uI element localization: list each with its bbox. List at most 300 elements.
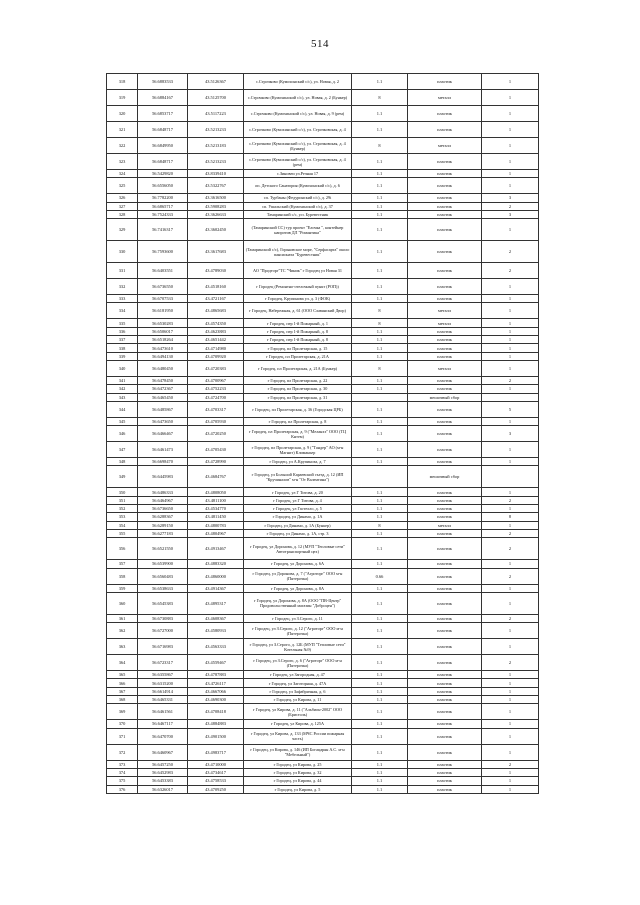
row-number-cell: 337 [107,336,138,344]
address-cell: с.Строчково (Кумохинский с/с), ул. Строчковская, д. 4 (Бункер) [244,138,352,154]
row-number-cell: 321 [107,122,138,138]
address-cell: АО "Продторг"ТС "Чиник" г Городец ул Новая 31 [244,263,352,279]
longitude-cell: 43.5125700 [188,90,244,106]
longitude-cell: 43.4752233 [188,385,244,393]
container-count-cell: 1 [482,488,539,496]
table-row [107,704,539,720]
row-number-cell: 341 [107,376,138,384]
container-material-cell: пластик [408,505,482,513]
longitude-cell: 43.4559467 [188,655,244,671]
longitude-cell: 43.4580933 [188,623,244,639]
longitude-cell: 43.4623883 [188,327,244,335]
container-volume-cell: 1.1 [352,744,408,760]
container-material-cell: пластик [408,219,482,241]
address-cell: г Городец, ул З.Серого, д. 11 [244,614,352,622]
address-cell: г Городец, Набережная, д. 61 (ООО Славянский Двор) [244,303,352,319]
latitude-cell: 56.6736550 [138,279,188,295]
table-row [107,671,539,679]
longitude-cell: 43.8339410 [188,170,244,178]
latitude-cell: 56.5429820 [138,170,188,178]
latitude-cell: 56.6539900 [138,560,188,568]
container-volume-cell: 1.1 [352,376,408,384]
container-count-cell: 1 [482,521,539,529]
table-row [107,263,539,279]
row-number-cell: 334 [107,303,138,319]
container-material-cell: пластик [408,385,482,393]
container-material-cell: пластик [408,687,482,695]
container-volume-cell: 1.1 [352,614,408,622]
address-cell: г Городец (Ремонтно-отелочный пункт (РОП)) [244,279,352,295]
address-cell: с.Строчково (Кумохинский с/с), ул. Новая, д. 2 [244,74,352,90]
table-row [107,513,539,521]
address-cell: оп. Детского Санатория (Кумохинский с/с), д. 6 [244,178,352,194]
longitude-cell: 43.4534770 [188,505,244,513]
latitude-cell: 56.6445983 [138,466,188,488]
latitude-cell: 56.7524333 [138,210,188,218]
table-row [107,90,539,106]
longitude-cell: 43.4703317 [188,401,244,417]
container-count-cell: 1 [482,279,539,295]
container-volume-cell [352,393,408,401]
address-cell: г Городец, ул Динамо, д. 1А [244,513,352,521]
table-row [107,696,539,704]
container-count-cell: 1 [482,744,539,760]
table-row [107,538,539,560]
latitude-cell: 56.6853717 [138,106,188,122]
table-row [107,138,539,154]
longitude-cell: 43.4728990 [188,458,244,466]
address-cell: г Городец, ул Кирова, д. 146 (ИП Богацарян А.С. м-н "Мебельный") [244,744,352,760]
table-row [107,319,539,327]
address-cell: г Городец, пл Пролетарская, д. 31 [244,393,352,401]
longitude-cell: 43.3617683 [188,241,244,263]
container-volume-cell: 1.1 [352,401,408,417]
address-cell: с.Строчково (Кумохинский с/с), ул. Строчковская, д. 4 (рем) [244,154,352,170]
container-material-cell: пластик [408,401,482,417]
container-volume-cell: 1.1 [352,760,408,768]
container-count-cell: 1 [482,352,539,360]
container-volume-cell [352,466,408,488]
longitude-cell: 43.4705930 [188,417,244,425]
container-material-cell: металл [408,360,482,376]
table-row [107,210,539,218]
longitude-cell: 43.4758533 [188,777,244,785]
table-row [107,777,539,785]
row-number-cell: 339 [107,352,138,360]
address-cell: г Городец, ул Кирова, д. 5 [244,785,352,793]
container-material-cell: пластик [408,704,482,720]
address-cell: г Городец, ул Доронова, д. 12 (МУП "Тепловые сети" Автотранспортный цех) [244,538,352,560]
address-cell: г Городец, ул Кирова, д. 25 [244,760,352,768]
row-number-cell: 372 [107,744,138,760]
container-count-cell: 3 [482,194,539,202]
table-row [107,154,539,170]
latitude-cell: 56.6473610 [138,344,188,352]
address-cell: г Городец, ул Кирова, д. 11 ("Альбион-2002" ООО (Бристоль) [244,704,352,720]
container-material-cell: пластик [408,639,482,655]
address-cell: Тамаринский с/с, у.п. Буревестник [244,210,352,218]
longitude-cell: 43.3626633 [188,210,244,218]
longitude-cell: 43.4983717 [188,744,244,760]
row-number-cell: 353 [107,513,138,521]
table-row [107,521,539,529]
address-cell: г Городец, ул Динамо, д. 1А, стр. 3 [244,529,352,537]
container-volume-cell: 1.1 [352,327,408,335]
container-count-cell [482,466,539,488]
container-count-cell: 1 [482,327,539,335]
longitude-cell: 43.4901500 [188,728,244,744]
container-volume-cell: 1.1 [352,728,408,744]
table-row [107,122,539,138]
container-count-cell: 1 [482,336,539,344]
container-material-cell: пластик [408,279,482,295]
row-number-cell: 358 [107,568,138,584]
row-number-cell: 324 [107,170,138,178]
container-count-cell: 1 [482,178,539,194]
latitude-cell: 56.6461561 [138,704,188,720]
container-material-cell: металл [408,90,482,106]
longitude-cell: 43.4914367 [188,584,244,592]
table-row [107,279,539,295]
address-cell: г Городец, пл Пролетарская, д. 21А [244,352,352,360]
latitude-cell: 56.6560483 [138,568,188,584]
longitude-cell: 43.3616500 [188,194,244,202]
container-volume-cell: 1.1 [352,488,408,496]
row-number-cell: 374 [107,768,138,776]
latitude-cell: 56.6506017 [138,327,188,335]
row-number-cell: 328 [107,210,138,218]
latitude-cell: 56.6723317 [138,655,188,671]
latitude-cell: 56.6465331 [138,696,188,704]
latitude-cell: 56.6464967 [138,496,188,504]
container-volume-cell: 1.1 [352,295,408,303]
container-count-cell: 1 [482,122,539,138]
longitude-cell: 43.4518160 [188,279,244,295]
address-cell: г Городец, ул Кирова, д. 32 [244,768,352,776]
address-cell: г Городец, пл Пролетарская, д. 30 [244,385,352,393]
longitude-cell: 43.4734617 [188,768,244,776]
table-row [107,393,539,401]
row-number-cell: 360 [107,592,138,614]
table-row [107,728,539,744]
address-cell: г Городец, Крупинова ул. д. 3 (ФОК) [244,295,352,303]
table-row [107,170,539,178]
address-cell: г Городец, пл Пролетарская, д. 9 ("Тандер" АО (м-н Магнит) Климаньер [244,442,352,458]
longitude-cell: 43.4800783 [188,521,244,529]
container-material-cell: пластик [408,529,482,537]
longitude-cell: 43.4667066 [188,687,244,695]
longitude-cell: 43.4726117 [188,679,244,687]
container-volume-cell: 1.1 [352,584,408,592]
longitude-cell: 43.4811100 [188,496,244,504]
container-volume-cell: 1.1 [352,639,408,655]
container-count-cell: 1 [482,106,539,122]
container-material-cell: пластик [408,720,482,728]
container-volume-cell: 1.1 [352,241,408,263]
row-number-cell: 351 [107,496,138,504]
container-volume-cell: 1.1 [352,279,408,295]
longitude-cell: 43.5213233 [188,122,244,138]
container-count-cell: 2 [482,568,539,584]
address-cell: г Городец, пер 1-й Пожарный, д. 8 [244,336,352,344]
row-number-cell: 373 [107,760,138,768]
container-count-cell: 3 [482,210,539,218]
container-count-cell: 1 [482,219,539,241]
longitude-cell: 43.4690300 [188,696,244,704]
container-volume-cell: 1.1 [352,442,408,458]
container-count-cell: 1 [482,687,539,695]
longitude-cell: 43.4705430 [188,442,244,458]
address-cell: г Городец, ул Гастелло, д. 5 [244,505,352,513]
container-volume-cell: 1.1 [352,720,408,728]
container-material-cell: пластик [408,760,482,768]
address-cell: г Городец, ул Доронова, д. 6А [244,560,352,568]
latitude-cell: 56.6470700 [138,728,188,744]
table-row [107,74,539,90]
table-row [107,655,539,671]
row-number-cell: 323 [107,154,138,170]
table-row [107,426,539,442]
container-volume-cell: 1.1 [352,496,408,504]
longitude-cell: 43.4721167 [188,295,244,303]
container-count-cell: 1 [482,170,539,178]
container-count-cell: 2 [482,538,539,560]
table-row [107,760,539,768]
container-volume-cell: 1.1 [352,263,408,279]
container-count-cell: 5 [482,401,539,417]
container-volume-cell: 1.1 [352,687,408,695]
longitude-cell: 43.4563333 [188,639,244,655]
container-volume-cell: 1.1 [352,560,408,568]
latitude-cell: 56.6453383 [138,777,188,785]
container-material-cell: пластик [408,442,482,458]
container-material-cell: металл [408,138,482,154]
container-count-cell: 1 [482,74,539,90]
container-volume-cell: 8 [352,319,408,327]
container-material-cell: пластик [408,584,482,592]
address-cell: с.Строчково (Кумохинский с/с), ул. Новая, д. 9 (рем) [244,106,352,122]
row-number-cell: 367 [107,687,138,695]
address-cell: г Городец, ул Г Титова, д. 20 [244,488,352,496]
latitude-cell: 56.6494130 [138,352,188,360]
longitude-cell: 43.4709920 [188,352,244,360]
longitude-cell: 43.4724700 [188,393,244,401]
latitude-cell: 56.6452983 [138,768,188,776]
container-count-cell: 1 [482,319,539,327]
table-row [107,385,539,393]
container-material-cell: пластик [408,696,482,704]
table-body [107,74,539,794]
container-material-cell: пластик [408,744,482,760]
address-cell: г Городец, ул Загородная, д. 47 [244,671,352,679]
container-sites-table-wrap [106,73,538,794]
table-row [107,592,539,614]
container-material-cell: пластик [408,488,482,496]
container-count-cell: 1 [482,560,539,568]
table-row [107,352,539,360]
latitude-cell: 56.6480450 [138,360,188,376]
table-row [107,529,539,537]
container-volume-cell: 1.1 [352,219,408,241]
container-material-cell: пластик [408,74,482,90]
longitude-cell: 43.4804967 [188,529,244,537]
row-number-cell: 318 [107,74,138,90]
latitude-cell: 56.7593600 [138,241,188,263]
container-volume-cell: 1.1 [352,671,408,679]
container-count-cell: 1 [482,720,539,728]
table-row [107,768,539,776]
row-number-cell: 335 [107,319,138,327]
container-volume-cell: 1.1 [352,704,408,720]
container-volume-cell: 1.1 [352,505,408,513]
address-cell: г Городец, ул Доронова, д. 7 ("Агроторг" ООО м-н (Пятерочка) [244,568,352,584]
row-number-cell: 359 [107,584,138,592]
container-material-cell: пластик [408,560,482,568]
container-volume-cell: 1.1 [352,178,408,194]
address-cell: (Тамаринский с/с), Горьковское море, "Серфасарта" около пансионата "Буревестник" [244,241,352,263]
longitude-cell: 43.4574350 [188,319,244,327]
container-count-cell: 1 [482,777,539,785]
table-row [107,496,539,504]
longitude-cell: 43.5126367 [188,74,244,90]
container-count-cell: 1 [482,768,539,776]
table-row [107,560,539,568]
address-cell: г Городец, пл Пролетарская, д. 8 [244,417,352,425]
latitude-cell: 56.6486333 [138,488,188,496]
container-material-cell: пластик [408,295,482,303]
address-cell: с.Строчково (Кумохинский с/с), ул. Строчковская, д. 4 [244,122,352,138]
row-number-cell: 322 [107,138,138,154]
address-cell: г Городец, ул Зафабричная, д. 6 [244,687,352,695]
row-number-cell: 320 [107,106,138,122]
longitude-cell: 43.5213233 [188,154,244,170]
container-count-cell: 1 [482,458,539,466]
container-volume-cell: 1.1 [352,210,408,218]
longitude-cell: 43.5908283 [188,202,244,210]
table-row [107,614,539,622]
table-row [107,505,539,513]
container-material-cell: металл [408,319,482,327]
container-count-cell: 1 [482,154,539,170]
latitude-cell: 56.6288367 [138,513,188,521]
latitude-cell: 56.6465450 [138,393,188,401]
row-number-cell: 354 [107,521,138,529]
container-count-cell: 8 [482,513,539,521]
address-cell: г Городец, ул Заготорная, д. 47А [244,679,352,687]
address-cell: г Городец, пл Пролетарская, д. 15 [244,344,352,352]
row-number-cell: 338 [107,344,138,352]
address-cell: г Городец, ул Доронова, д. 8А [244,584,352,592]
container-material-cell: пластик [408,154,482,170]
container-count-cell: 1 [482,295,539,303]
container-material-cell: пластик [408,426,482,442]
container-volume-cell: 1.1 [352,170,408,178]
longitude-cell: 43.5117223 [188,106,244,122]
container-material-cell: пластик [408,777,482,785]
table-row [107,687,539,695]
longitude-cell: 43.4808050 [188,488,244,496]
container-material-cell: пластик [408,623,482,639]
container-count-cell: 1 [482,592,539,614]
row-number-cell: 375 [107,777,138,785]
container-count-cell: 1 [482,303,539,319]
latitude-cell: 56.6457250 [138,760,188,768]
table-row [107,344,539,352]
row-number-cell: 349 [107,466,138,488]
latitude-cell: 56.6466467 [138,426,188,442]
container-volume-cell: 1.1 [352,592,408,614]
longitude-cell: 43.4720383 [188,360,244,376]
table-row [107,327,539,335]
container-count-cell: 1 [482,138,539,154]
address-cell: г Городец, ул Кирова, д. 133 (МЧС России пожарная часть) [244,728,352,744]
row-number-cell: 355 [107,529,138,537]
container-material-cell: пластик [408,106,482,122]
latitude-cell: 56.6485867 [138,401,188,417]
container-volume-cell: 1.1 [352,74,408,90]
container-volume-cell: 1.1 [352,768,408,776]
container-material-cell: пластик [408,458,482,466]
container-count-cell: 1 [482,623,539,639]
row-number-cell: 376 [107,785,138,793]
table-row [107,639,539,655]
container-volume-cell: 1.1 [352,336,408,344]
container-count-cell: 2 [482,614,539,622]
container-material-cell: пластик [408,336,482,344]
row-number-cell: 331 [107,263,138,279]
row-number-cell: 356 [107,538,138,560]
container-volume-cell: 1.1 [352,106,408,122]
container-material-cell: мешочный сбор [408,393,482,401]
container-count-cell: 2 [482,263,539,279]
latitude-cell: 56.6727000 [138,623,188,639]
latitude-cell: 56.7782200 [138,194,188,202]
row-number-cell: 329 [107,219,138,241]
row-number-cell: 364 [107,655,138,671]
container-material-cell: металл [408,303,482,319]
container-material-cell: пластик [408,178,482,194]
container-material-cell: пластик [408,538,482,560]
container-volume-cell: 8 [352,521,408,529]
row-number-cell: 365 [107,671,138,679]
container-count-cell: 1 [482,639,539,655]
address-cell: с.Строчково (Кумохинский с/с), ул. Новая, д. 2 (Бункер) [244,90,352,106]
container-volume-cell: 0.66 [352,568,408,584]
latitude-cell: 56.6849950 [138,138,188,154]
latitude-cell: 56.6521550 [138,538,188,560]
table-row [107,376,539,384]
container-volume-cell: 1.1 [352,679,408,687]
table-row [107,360,539,376]
table-row [107,194,539,202]
address-cell: г Городец, ул Кирова, д. 11 [244,696,352,704]
longitude-cell: 43.4684767 [188,466,244,488]
container-count-cell: 2 [482,760,539,768]
latitude-cell: 56.6472367 [138,385,188,393]
row-number-cell: 325 [107,178,138,194]
container-volume-cell: 1.1 [352,458,408,466]
container-sites-table [106,73,539,794]
container-count-cell: 2 [482,376,539,384]
table-row [107,744,539,760]
address-cell: сп. Турбаны (Федуринский с/с), д. 29і [244,194,352,202]
address-cell: г Городец, ул Динамо, д. 1А (Бункер) [244,521,352,529]
container-count-cell [482,393,539,401]
latitude-cell: 56.6460967 [138,744,188,760]
container-count-cell: 1 [482,728,539,744]
row-number-cell: 319 [107,90,138,106]
container-material-cell: пластик [408,352,482,360]
